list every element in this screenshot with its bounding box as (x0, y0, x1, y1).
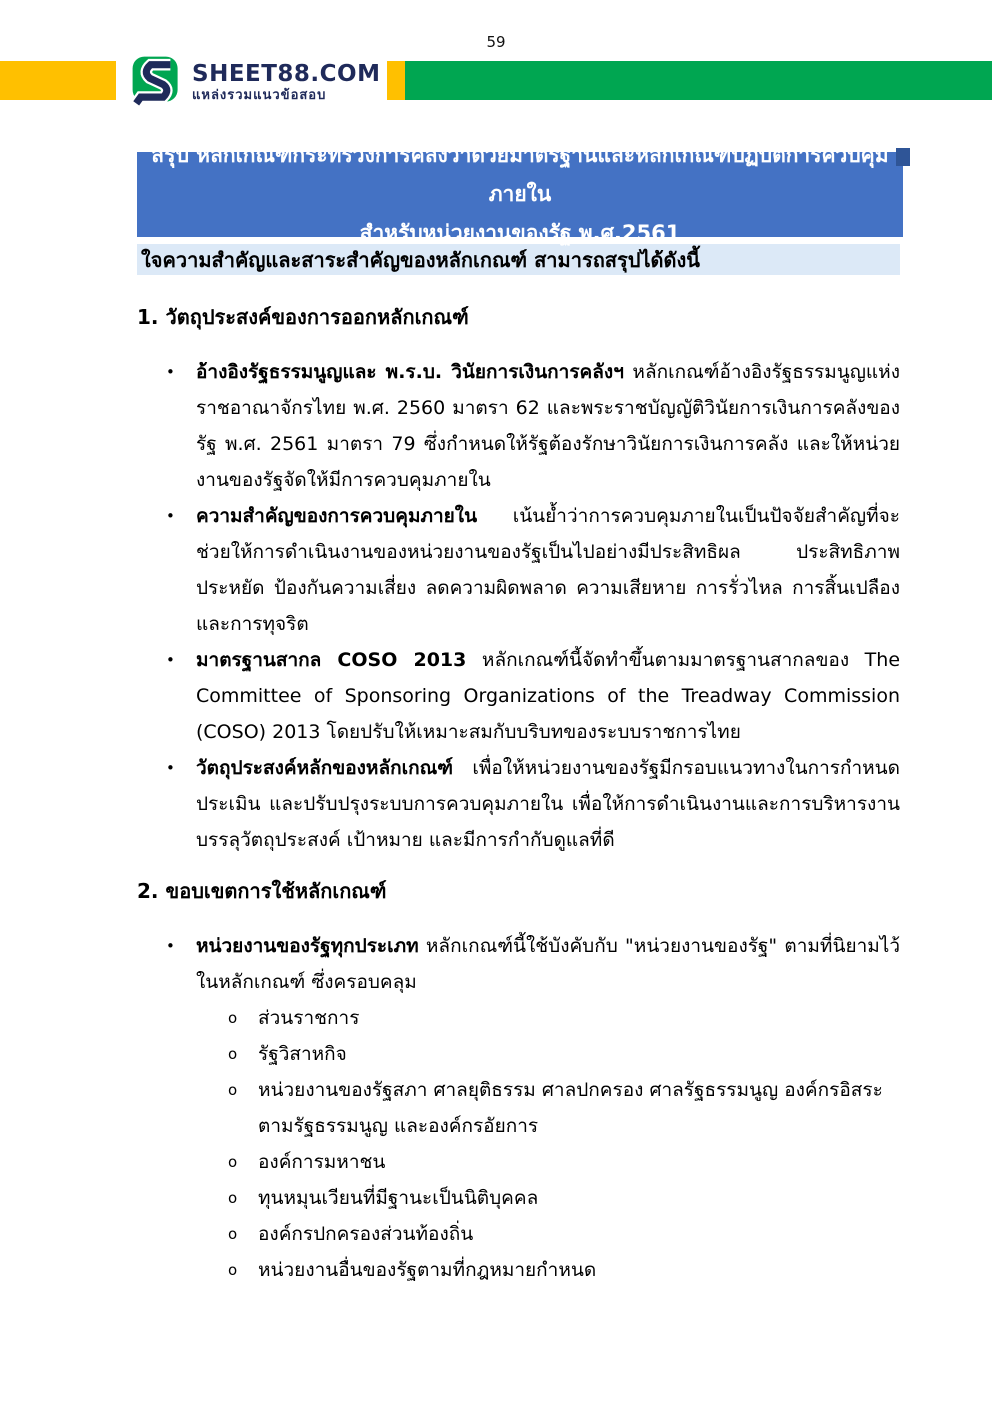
bullet-item (137, 928, 900, 1000)
sub-item-text: ส่วนราชการ (258, 1007, 360, 1029)
sheet88-logo (129, 52, 387, 112)
bullet-marker: • (166, 937, 175, 955)
intro-band-text: ใจความสำคัญและสาระสำคัญของหลักเกณฑ์ สามารถสรุปได้ดังนี้ (141, 247, 700, 272)
sub-list (137, 1000, 900, 1288)
sub-item (137, 1072, 900, 1144)
bullet-list (137, 928, 900, 1288)
sub-item-text: องค์กรปกครองส่วนท้องถิ่น (258, 1223, 474, 1245)
bullet-marker: • (166, 363, 175, 381)
brand-tagline: แหล่งรวมแนวข้อสอบ (192, 87, 327, 103)
bullet-lead: มาตรฐานสากล COSO 2013 (196, 649, 467, 671)
bullet-text: หลักเกณฑ์นี้จัดทำขึ้นตามมาตรฐานสากลของ The Committee of Sponsoring Organizations of the Treadway Commission (COSO) 2013 โดยปรับให้เหมาะสมกับบริบทของระบบราชการไทย (196, 649, 901, 743)
bullet-item (137, 642, 900, 750)
bullet-item (137, 354, 900, 498)
bullet-marker: • (166, 759, 175, 777)
title-line-2: สำหรับหน่วยงานของรัฐ พ.ศ.2561 (359, 221, 681, 245)
section (137, 876, 900, 1288)
page-number: 59 (486, 33, 506, 51)
section-number: 2. (137, 879, 159, 903)
section-heading (137, 876, 900, 906)
brand-text (192, 62, 381, 103)
bullet-lead: หน่วยงานของรัฐทุกประเภท (196, 935, 419, 957)
sub-item (137, 1180, 900, 1216)
bullet-lead: ความสำคัญของการควบคุมภายใน (196, 505, 478, 527)
bullet-marker: • (166, 507, 175, 525)
title-line-1: สรุป หลักเกณฑ์กระทรวงการคลังว่าด้วยมาตรฐานและหลักเกณฑ์ปฏิบัติการควบคุมภายใน (151, 143, 889, 206)
section-number: 1. (137, 305, 159, 329)
sub-item-text: รัฐวิสาหกิจ (258, 1043, 347, 1065)
bullet-marker: • (166, 651, 175, 669)
bullet-item (137, 498, 900, 642)
section (137, 302, 900, 858)
bullet-list (137, 354, 900, 858)
content (137, 275, 900, 1288)
sub-item-marker: o (228, 1045, 238, 1063)
section-title: ขอบเขตการใช้หลักเกณฑ์ (165, 879, 387, 903)
sub-item (137, 1144, 900, 1180)
sub-item (137, 1252, 900, 1288)
brand-name: SHEET88.COM (192, 60, 381, 87)
sub-item-text: องค์การมหาชน (258, 1151, 386, 1173)
yellow-bar-left (0, 61, 116, 100)
bullet-lead: อ้างอิงรัฐธรรมนูญและ พ.ร.บ. วินัยการเงินการคลังฯ (196, 361, 624, 383)
sub-item-marker: o (228, 1225, 238, 1243)
bullet-item (137, 750, 900, 858)
sub-item-text: หน่วยงานของรัฐสภา ศาลยุติธรรม ศาลปกครอง ศาลรัฐธรรมนูญ องค์กรอิสระตามรัฐธรรมนูญ และองค์กรอัยการ (258, 1079, 883, 1137)
sub-item-marker: o (228, 1153, 238, 1171)
sub-item (137, 1036, 900, 1072)
sub-item-text: ทุนหมุนเวียนที่มีฐานะเป็นนิติบุคคล (258, 1187, 539, 1209)
sub-item-marker: o (228, 1009, 238, 1027)
bullet-text: หลักเกณฑ์นี้ใช้บังคับกับ "หน่วยงานของรัฐ" ตามที่นิยามไว้ในหลักเกณฑ์ ซึ่งครอบคลุม (196, 935, 900, 993)
green-bar (405, 61, 992, 100)
title-box (137, 143, 903, 245)
bullet-lead: วัตถุประสงค์หลักของหลักเกณฑ์ (196, 757, 453, 779)
sub-item-marker: o (228, 1189, 238, 1207)
sub-item (137, 1216, 900, 1252)
sub-item (137, 1000, 900, 1036)
bullet-text: เพื่อให้หน่วยงานของรัฐมีกรอบแนวทางในการกำหนด ประเมิน และปรับปรุงระบบการควบคุมภายใน เพื่อให้การดำเนินงานและการบริหารงานบรรลุวัตถุประสงค์ เป้าหมาย และมีการกำกับดูแลที่ดี (196, 757, 900, 851)
sub-item-marker: o (228, 1081, 238, 1099)
bullet-text: หลักเกณฑ์อ้างอิงรัฐธรรมนูญแห่งราชอาณาจักรไทย พ.ศ. 2560 มาตรา 62 และพระราชบัญญัติวินัยการเงินการคลังของรัฐ พ.ศ. 2561 มาตรา 79 ซึ่งกำหนดให้รัฐต้องรักษาวินัยการเงินการคลัง และให้หน่วยงานของรัฐจัดให้มีการควบคุมภายใน (196, 361, 900, 491)
section-heading (137, 302, 900, 332)
bullet-text: เน้นย้ำว่าการควบคุมภายในเป็นปัจจัยสำคัญที่จะช่วยให้การดำเนินงานของหน่วยงานของรัฐเป็นไปอย่างมีประสิทธิผล ประสิทธิภาพ ประหยัด ป้องกันความเสี่ยง ลดความผิดพลาด ความเสียหาย การรั่วไหล การสิ้นเปลือง และการทุจริต (196, 505, 900, 635)
sub-item-text: หน่วยงานอื่นของรัฐตามที่กฎหมายกำหนด (258, 1259, 597, 1281)
sheet88-logo-icon (129, 51, 183, 113)
sub-item-marker: o (228, 1261, 238, 1279)
section-title: วัตถุประสงค์ของการออกหลักเกณฑ์ (165, 305, 469, 329)
